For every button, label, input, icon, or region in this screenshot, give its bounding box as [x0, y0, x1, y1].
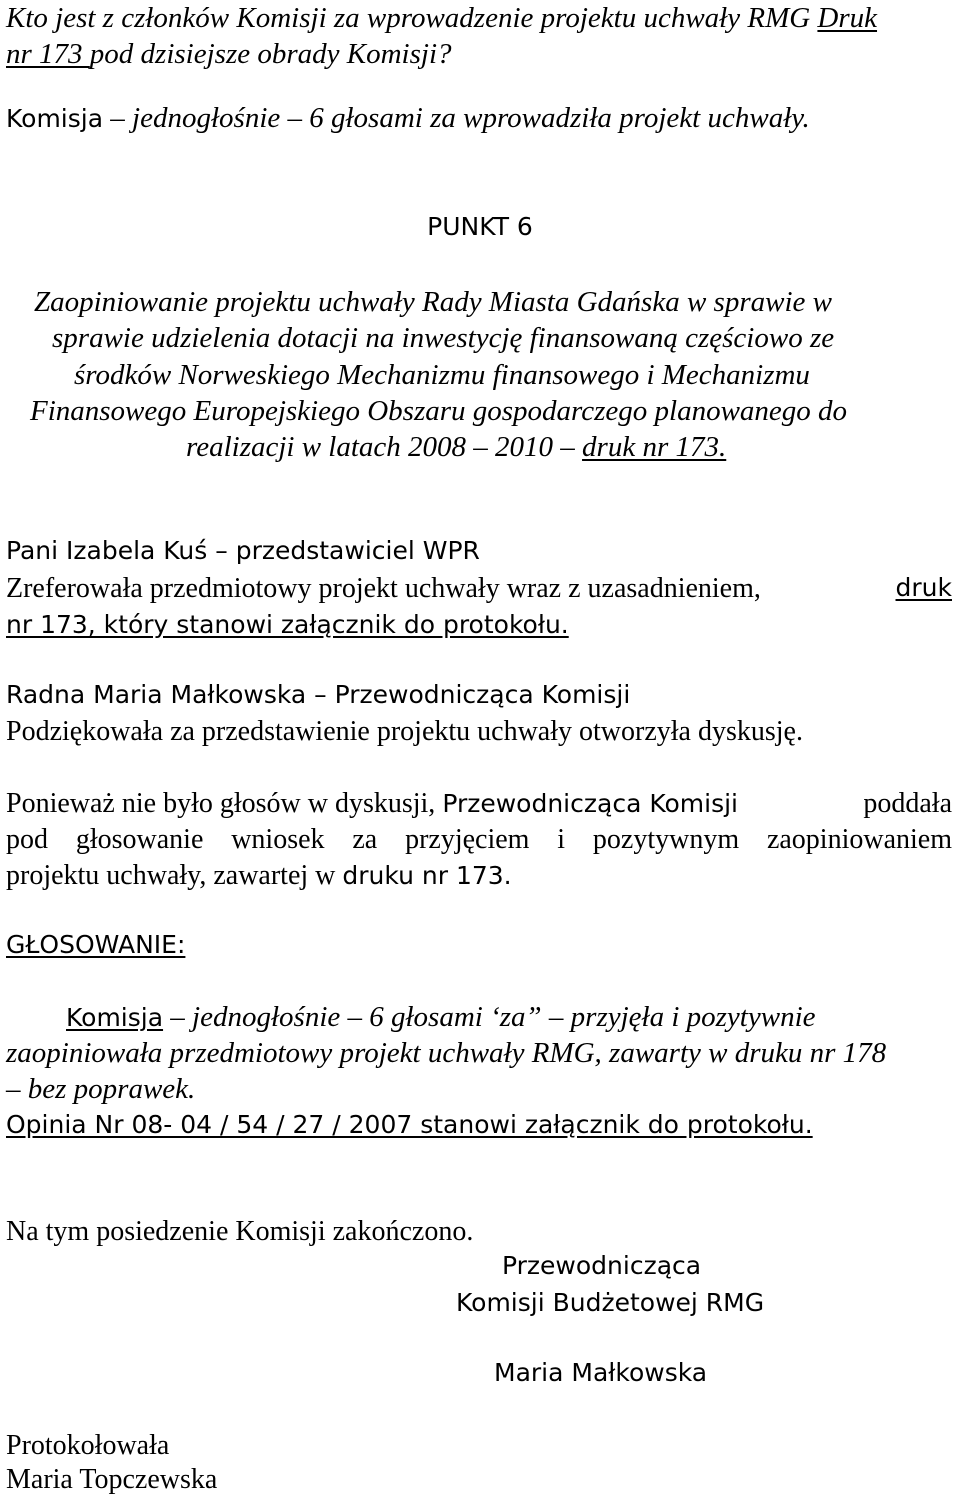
recorder-name: Maria Topczewska	[6, 1464, 218, 1495]
role-committee: Komisji Budżetowej RMG	[456, 1288, 765, 1317]
glosowanie-subject: Komisja	[66, 1003, 164, 1032]
vote-result-1	[6, 104, 952, 133]
question-line-1	[6, 4, 952, 33]
speaker-name-1: Pani Izabela Kuś – przedstawiciel WPR	[6, 536, 480, 565]
vote-text: – jednogłośnie – 6 głosami za wprowadziła projekt uchwały.	[103, 102, 810, 134]
druk-173-link[interactable]: druk nr 173.	[582, 431, 727, 463]
speaker-text-1	[6, 575, 952, 603]
druk-link[interactable]: Druk	[817, 2, 878, 34]
glosowanie-heading: GŁOSOWANIE:	[6, 930, 186, 959]
signer-name: Maria Małkowska	[494, 1358, 708, 1387]
druk-ref: druku nr 173.	[342, 861, 512, 890]
closing-text: Na tym posiedzenie Komisji zakończono.	[6, 1216, 474, 1247]
vote-subject: Komisja	[6, 104, 104, 133]
speaker-text-2: Podziękowała za przedstawienie projektu uchwały otworzyła dyskusję.	[6, 716, 803, 747]
punkt-title-line-5	[186, 433, 952, 462]
punkt-heading: PUNKT 6	[427, 212, 533, 241]
punkt-title-line-1: Zaopiniowanie projektu uchwały Rady Miasta Gdańska w sprawie w	[34, 286, 832, 318]
druk-number-link[interactable]: nr 173	[6, 38, 90, 70]
druk-link-2[interactable]: druk	[895, 573, 952, 602]
paragraph-line-1	[6, 790, 952, 818]
paragraph-line-1-a: Ponieważ nie było głosów w dyskusji,	[6, 788, 443, 819]
chairwoman-ref: Przewodnicząca Komisji	[442, 789, 738, 818]
paragraph-line-1-c: poddała	[863, 788, 952, 819]
glosowanie-line-1	[66, 1003, 952, 1032]
glosowanie-line-2: zaopiniowała przedmiotowy projekt uchwały RMG, zawarty w druku nr 178	[6, 1037, 887, 1069]
glosowanie-rest: – jednogłośnie – 6 głosami ‘za” – przyjęła i pozytywnie	[163, 1001, 816, 1033]
speaker-text-1-main: Zreferowała przedmiotowy projekt uchwały wraz z uzasadnieniem,	[6, 573, 761, 604]
recorded-label: Protokołowała	[6, 1430, 170, 1461]
question-rest: pod dzisiejsze obrady Komisji?	[89, 38, 452, 70]
role-chairwoman: Przewodnicząca	[502, 1251, 702, 1280]
speaker-text-1-line2[interactable]: nr 173, który stanowi załącznik do protokołu.	[6, 610, 569, 639]
speaker-name-2: Radna Maria Małkowska – Przewodnicząca Komisji	[6, 680, 631, 709]
punkt-title-last: realizacji w latach 2008 – 2010 –	[186, 431, 583, 463]
punkt-title-line-2: sprawie udzielenia dotacji na inwestycję finansowaną częściowo ze	[52, 322, 835, 354]
glosowanie-line-3: – bez poprawek.	[6, 1073, 196, 1105]
punkt-title-line-4: Finansowego Europejskiego Obszaru gospodarczego planowanego do	[30, 395, 848, 427]
opinia-line: Opinia Nr 08- 04 / 54 / 27 / 2007 stanowi załącznik do protokołu.	[6, 1110, 813, 1139]
question-line-2	[6, 40, 952, 69]
paragraph-line-2: pod głosowanie wniosek za przyjęciem i pozytywnym zaopiniowaniem	[6, 824, 952, 855]
punkt-title-line-3: środków Norweskiego Mechanizmu finansowego i Mechanizmu	[74, 359, 810, 391]
paragraph-line-3-a: projektu uchwały, zawartej w	[6, 860, 343, 891]
paragraph-line-3	[6, 862, 952, 890]
question-text: Kto jest z członków Komisji za wprowadzenie projektu uchwały RMG	[6, 2, 818, 34]
